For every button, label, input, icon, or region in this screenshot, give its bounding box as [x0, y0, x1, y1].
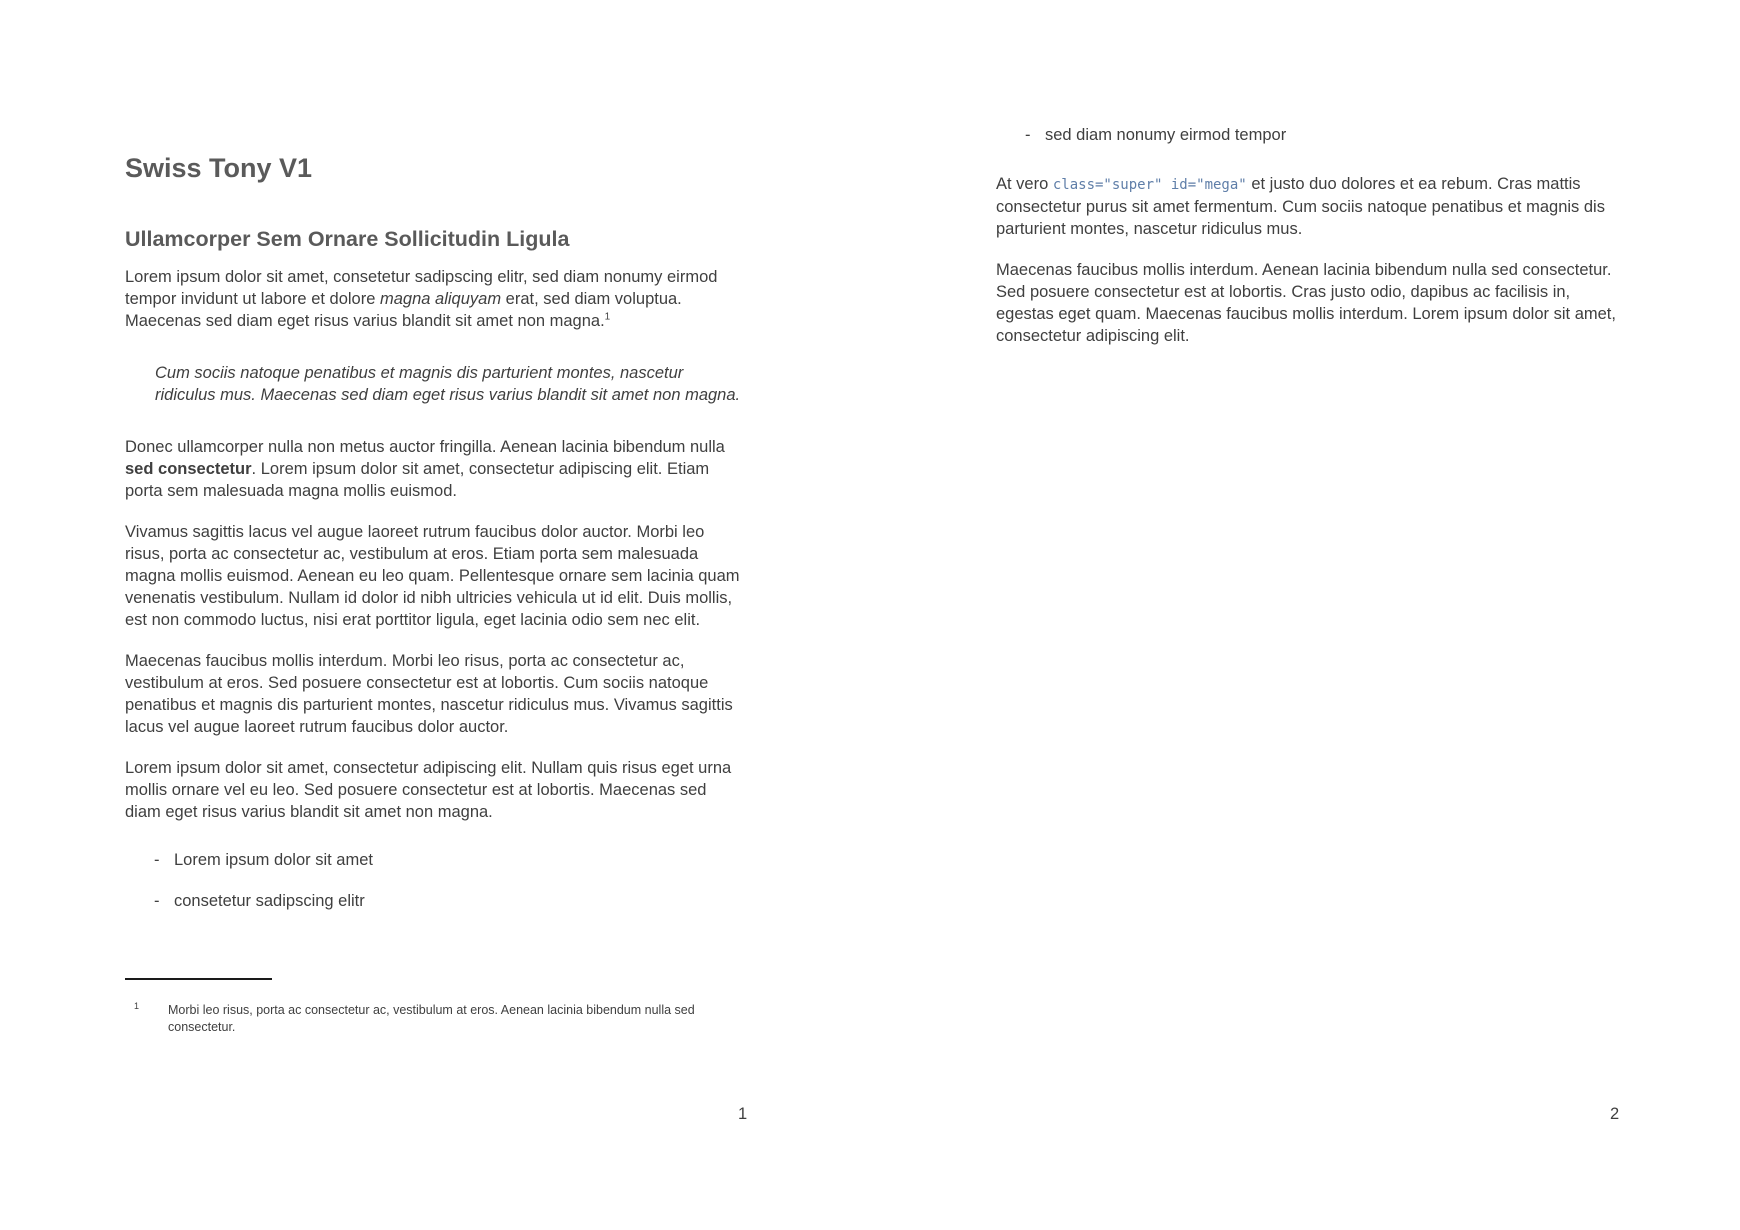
list-item-text: consetetur sadipscing elitr — [174, 892, 365, 910]
strong-text: sed consectetur — [125, 460, 252, 478]
paragraph-two — [125, 436, 745, 502]
block-quote: Cum sociis natoque penatibus et magnis dis parturient montes, nascetur ridiculus mus. Maecenas sed diam eget risus varius blandit sit amet non magna. — [155, 364, 741, 404]
dash-list — [996, 124, 1616, 146]
page-number: 1 — [738, 1105, 748, 1123]
paragraph-five: Lorem ipsum dolor sit amet, consectetur adipiscing elit. Nullam quis risus eget urna mollis ornare vel eu leo. Sed posuere consectetur est at lobortis. Maecenas sed diam eget risus varius blandit sit amet non magna. — [125, 759, 732, 821]
list-item-text: Lorem ipsum dolor sit amet — [174, 851, 373, 869]
section-heading: Ullamcorper Sem Ornare Sollicitudin Ligula — [125, 227, 570, 251]
list-item — [125, 849, 745, 871]
footnote-reference[interactable]: 1 — [604, 311, 611, 323]
paragraph-three: Vivamus sagittis lacus vel augue laoreet rutrum faucibus dolor auctor. Morbi leo risus, porta ac consectetur ac, vestibulum at eros. Etiam porta sem malesuada magna mollis euismod. Aenean eu leo quam. Pellentesque ornare sem lacinia quam venenatis vestibulum. Nullam id dolor id nibh ultricies vehicula ut id elit. Duis mollis, est non commodo luctus, nisi erat porttitor ligula, eget lacinia odio sem nec elit. — [125, 523, 740, 629]
dash-list — [125, 849, 745, 912]
inline-code: class="super" id="mega" — [1052, 177, 1247, 193]
paragraph-code-text-end: et justo duo dolores et ea rebum. Cras mattis consectetur purus sit amet fermentum. Cum sociis natoque penatibus et magnis dis parturient montes, nascetur ridiculus mus. — [996, 175, 1605, 238]
paragraph-intro-text-end: erat, sed diam voluptua. Maecenas sed diam eget risus varius blandit sit amet non magna. — [125, 290, 682, 330]
page-2 — [870, 0, 1740, 1230]
paragraph-two-text-end: . Lorem ipsum dolor sit amet, consectetur adipiscing elit. Etiam porta sem malesuada magna mollis euismod. — [125, 460, 710, 500]
paragraph-closing: Maecenas faucibus mollis interdum. Aenean lacinia bibendum nulla sed consectetur. Sed posuere consectetur est at lobortis. Cras justo odio, dapibus ac facilisis in, egestas eget quam. Maecenas faucibus mollis interdum. Lorem ipsum dolor sit amet, consectetur adipiscing elit. — [996, 261, 1616, 345]
page-2-content — [996, 124, 1616, 366]
page-1-content — [125, 150, 745, 931]
paragraph-two-text: Donec ullamcorper nulla non metus auctor fringilla. Aenean lacinia bibendum nulla — [125, 438, 725, 456]
footnote — [125, 1002, 750, 1036]
emphasis-text: magna aliquyam — [380, 290, 502, 308]
list-item — [996, 124, 1616, 146]
paragraph-intro-text: Lorem ipsum dolor sit amet, consetetur sadipscing elitr, sed diam nonumy eirmod tempor invidunt ut labore et dolore — [125, 268, 718, 308]
list-item — [125, 890, 745, 912]
paragraph-code-text: At vero — [996, 175, 1053, 193]
paragraph-code — [996, 173, 1616, 240]
page-number: 2 — [1610, 1105, 1620, 1123]
footnote-text: Morbi leo risus, porta ac consectetur ac, vestibulum at eros. Aenean lacinia bibendum nulla sed consectetur. — [168, 1003, 695, 1034]
bullet-marker: - — [154, 892, 160, 910]
bullet-marker: - — [1025, 126, 1031, 144]
bullet-marker: - — [154, 851, 160, 869]
footnote-divider — [125, 978, 272, 980]
document-title: Swiss Tony V1 — [125, 153, 313, 183]
list-item-text: sed diam nonumy eirmod tempor — [1045, 126, 1287, 144]
paragraph-intro — [125, 266, 745, 332]
footnote-mark: 1 — [134, 1001, 140, 1011]
paragraph-four: Maecenas faucibus mollis interdum. Morbi leo risus, porta ac consectetur ac, vestibulum at eros. Sed posuere consectetur est at lobortis. Cum sociis natoque penatibus et magnis dis parturient montes, nascetur ridiculus mus. Vivamus sagittis lacus vel augue laoreet rutrum faucibus dolor auctor. — [125, 652, 733, 736]
